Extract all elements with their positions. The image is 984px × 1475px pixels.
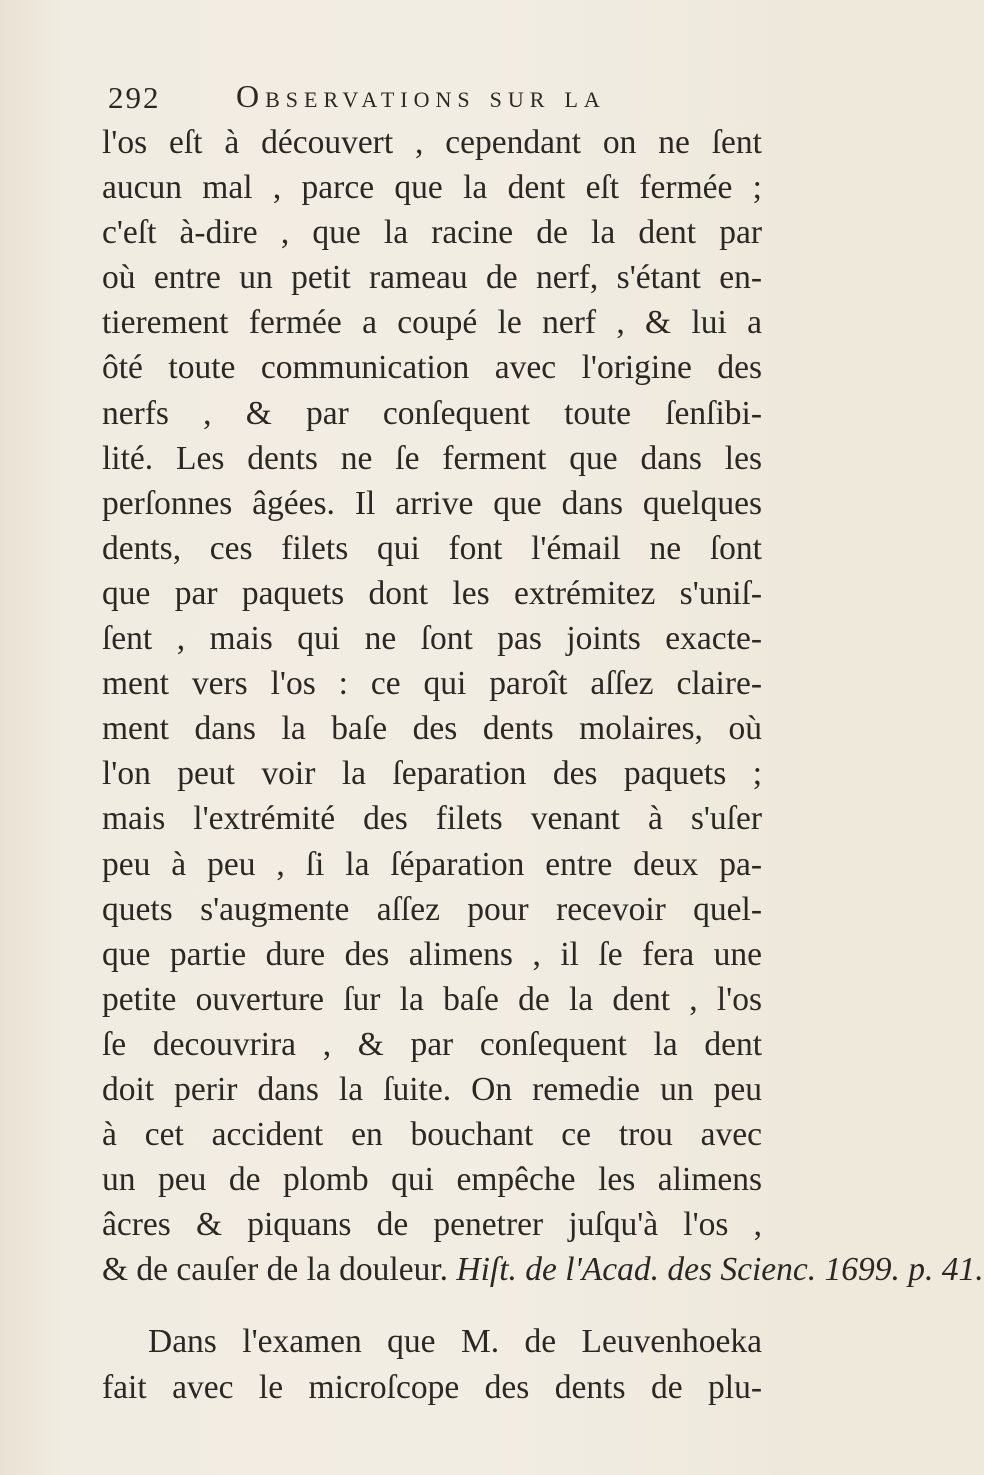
body-text [102, 120, 984, 1410]
text-line: fait avec le microſcope des dents de plu- [102, 1368, 762, 1406]
text-line: perſonnes âgées. Il arrive que dans quelques [102, 484, 762, 522]
text-line: petite ouverture ſur la baſe de la dent , l'os [102, 980, 762, 1018]
text-line: que partie dure des alimens , il ſe fera une [102, 935, 762, 973]
text-line: où entre un petit rameau de nerf, s'étant en- [102, 259, 762, 297]
citation: Hiſt. de l'Acad. des Scienc. 1699. p. 41. [448, 1251, 984, 1289]
text-line: que par paquets dont les extrémitez s'uniſ- [102, 574, 762, 612]
text-line: quets s'augmente aſſez pour recevoir quel- [102, 890, 762, 928]
text-line: ment vers l'os : ce qui paroît aſſez claire- [102, 665, 762, 703]
text-line: & de cauſer de la douleur. [102, 1251, 449, 1289]
text-line: l'os eſt à découvert , cependant on ne ſent [102, 124, 762, 161]
paragraph-gap [102, 1292, 762, 1319]
text-line: doit perir dans la ſuite. On remedie un peu [102, 1070, 762, 1108]
text-line: tierement fermée a coupé le nerf , & lui a [102, 304, 762, 342]
text-line: ôté toute communication avec l'origine des [102, 349, 762, 387]
text-line: ſent , mais qui ne ſont pas joints exacte- [102, 620, 762, 658]
text-line: âcres & piquans de penetrer juſqu'à l'os , [102, 1206, 762, 1244]
text-line: Dans l'examen que M. de Leuvenhoeka [148, 1323, 762, 1361]
text-line: ment dans la baſe des dents molaires, où [102, 710, 762, 748]
text-line: aucun mal , parce que la dent eſt fermée ; [102, 169, 762, 207]
text-line: nerfs , & par conſequent toute ſenſibi- [102, 394, 762, 432]
text-line: peu à peu , ſi la ſéparation entre deux pa- [102, 845, 762, 883]
page-header [108, 76, 718, 122]
text-line: ſe decouvrira , & par conſequent la dent [102, 1025, 762, 1063]
text-line: dents, ces filets qui font l'émail ne ſont [102, 529, 762, 567]
text-line: lité. Les dents ne ſe ferment que dans les [102, 439, 762, 477]
page-number: 292 [108, 80, 161, 115]
text-line: à cet accident en bouchant ce trou avec [102, 1116, 762, 1154]
running-head: Observations sur la [236, 78, 606, 114]
text-line: mais l'extrémité des filets venant à s'uſer [102, 800, 762, 838]
text-line-with-citation [102, 1247, 984, 1292]
text-line: c'eſt à-dire , que la racine de la dent par [102, 214, 762, 252]
text-line: l'on peut voir la ſeparation des paquets ; [102, 755, 762, 793]
text-line: un peu de plomb qui empêche les alimens [102, 1161, 762, 1199]
